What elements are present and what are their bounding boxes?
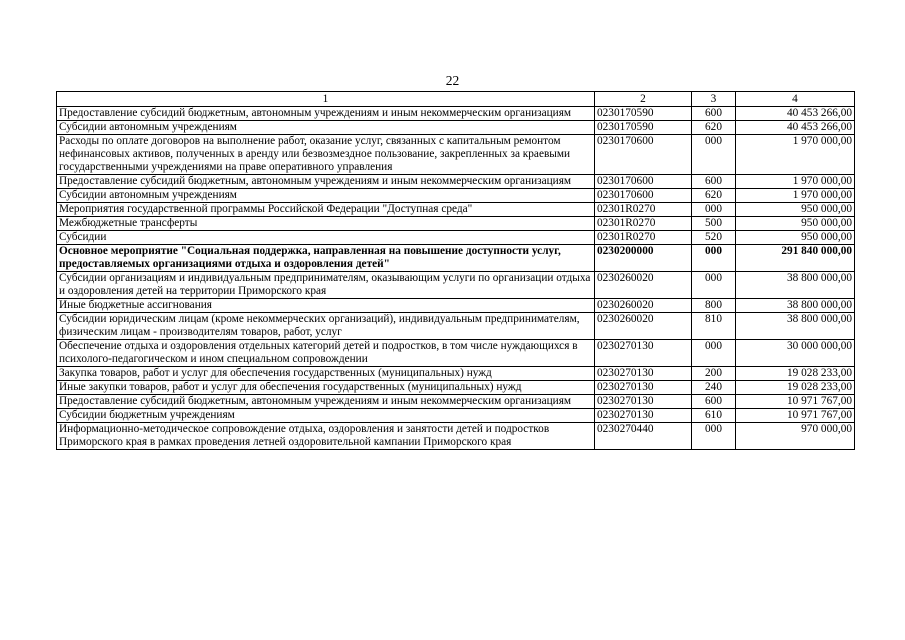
row-name-cell: Основное мероприятие "Социальная поддержка, направленная на повышение доступности услуг, предоставляемых организациями отдыха и оздоровления детей": [57, 245, 595, 272]
row-sum-cell: 19 028 233,00: [736, 367, 855, 381]
row-expense-type-cell: 000: [692, 245, 736, 272]
row-expense-type-cell: 200: [692, 367, 736, 381]
row-sum-cell: 40 453 266,00: [736, 107, 855, 121]
row-sum-cell: 19 028 233,00: [736, 381, 855, 395]
row-sum-cell: 950 000,00: [736, 231, 855, 245]
row-expense-type-cell: 600: [692, 107, 736, 121]
row-name-cell: Мероприятия государственной программы Российской Федерации "Доступная среда": [57, 203, 595, 217]
row-expense-type-cell: 000: [692, 423, 736, 450]
row-name-cell: Информационно-методическое сопровождение отдыха, оздоровления и занятости детей и подростков Приморского края в рамках проведения летней оздоровительной кампании Приморского края: [57, 423, 595, 450]
row-expense-type-cell: 240: [692, 381, 736, 395]
row-code-cell: 02301R0270: [595, 203, 692, 217]
table-row: [57, 203, 855, 217]
table-row: [57, 245, 855, 272]
row-code-cell: 02301R0270: [595, 217, 692, 231]
row-name-cell: Иные закупки товаров, работ и услуг для обеспечения государственных (муниципальных) нужд: [57, 381, 595, 395]
row-name-cell: Субсидии организациям и индивидуальным предпринимателям, оказывающим услуги по организации отдыха и оздоровления детей на территории Приморского края: [57, 272, 595, 299]
table-header-row: [57, 92, 855, 107]
table-row: [57, 395, 855, 409]
table-row: [57, 313, 855, 340]
page-number: 22: [445, 73, 460, 88]
row-code-cell: 0230270130: [595, 367, 692, 381]
row-expense-type-cell: 520: [692, 231, 736, 245]
row-code-cell: 0230170600: [595, 189, 692, 203]
row-expense-type-cell: 000: [692, 203, 736, 217]
row-name-cell: Субсидии автономным учреждениям: [57, 189, 595, 203]
table-row: [57, 107, 855, 121]
row-code-cell: 02301R0270: [595, 231, 692, 245]
row-code-cell: 0230260020: [595, 299, 692, 313]
row-sum-cell: 950 000,00: [736, 217, 855, 231]
table-row: [57, 121, 855, 135]
row-expense-type-cell: 620: [692, 189, 736, 203]
row-expense-type-cell: 620: [692, 121, 736, 135]
table-row: [57, 423, 855, 450]
row-name-cell: Иные бюджетные ассигнования: [57, 299, 595, 313]
row-name-cell: Субсидии юридическим лицам (кроме некоммерческих организаций), индивидуальным предпринимателям, физическим лицам - производителям товаров, работ, услуг: [57, 313, 595, 340]
row-expense-type-cell: 000: [692, 340, 736, 367]
row-name-cell: Предоставление субсидий бюджетным, автономным учреждениям и иным некоммерческим организациям: [57, 107, 595, 121]
row-name-cell: Субсидии бюджетным учреждениям: [57, 409, 595, 423]
table-row: [57, 340, 855, 367]
row-sum-cell: 970 000,00: [736, 423, 855, 450]
row-code-cell: 0230270130: [595, 409, 692, 423]
row-sum-cell: 10 971 767,00: [736, 395, 855, 409]
row-sum-cell: 38 800 000,00: [736, 299, 855, 313]
row-name-cell: Субсидии: [57, 231, 595, 245]
row-sum-cell: 10 971 767,00: [736, 409, 855, 423]
row-name-cell: Обеспечение отдыха и оздоровления отдельных категорий детей и подростков, в том числе нуждающихся в психолого-педагогическом и ином специальном сопровождении: [57, 340, 595, 367]
row-code-cell: 0230170600: [595, 135, 692, 175]
column-header-name: 1: [57, 92, 595, 107]
row-expense-type-cell: 000: [692, 135, 736, 175]
row-name-cell: Расходы по оплате договоров на выполнение работ, оказание услуг, связанных с капитальным ремонтом нефинансовых активов, полученных в аренду или безвозмездное пользование, закрепленных за краевыми государственными учреждениями на праве оперативного управления: [57, 135, 595, 175]
row-code-cell: 0230270130: [595, 340, 692, 367]
table-row: [57, 175, 855, 189]
row-sum-cell: 1 970 000,00: [736, 189, 855, 203]
row-expense-type-cell: 610: [692, 409, 736, 423]
table-row: [57, 135, 855, 175]
row-code-cell: 0230270440: [595, 423, 692, 450]
row-sum-cell: 1 970 000,00: [736, 135, 855, 175]
table-row: [57, 217, 855, 231]
row-name-cell: Предоставление субсидий бюджетным, автономным учреждениям и иным некоммерческим организациям: [57, 395, 595, 409]
table-body: [57, 107, 855, 450]
row-expense-type-cell: 600: [692, 175, 736, 189]
row-expense-type-cell: 000: [692, 272, 736, 299]
row-sum-cell: 38 800 000,00: [736, 272, 855, 299]
budget-table: [56, 91, 855, 450]
row-code-cell: 0230170600: [595, 175, 692, 189]
row-name-cell: Закупка товаров, работ и услуг для обеспечения государственных (муниципальных) нужд: [57, 367, 595, 381]
table-row: [57, 231, 855, 245]
row-sum-cell: 30 000 000,00: [736, 340, 855, 367]
row-expense-type-cell: 810: [692, 313, 736, 340]
row-expense-type-cell: 600: [692, 395, 736, 409]
table-row: [57, 189, 855, 203]
table-row: [57, 409, 855, 423]
row-code-cell: 0230270130: [595, 381, 692, 395]
row-sum-cell: 1 970 000,00: [736, 175, 855, 189]
row-name-cell: Межбюджетные трансферты: [57, 217, 595, 231]
table-row: [57, 299, 855, 313]
row-code-cell: 0230170590: [595, 121, 692, 135]
table-row: [57, 367, 855, 381]
row-sum-cell: 291 840 000,00: [736, 245, 855, 272]
row-name-cell: Субсидии автономным учреждениям: [57, 121, 595, 135]
row-code-cell: 0230170590: [595, 107, 692, 121]
row-expense-type-cell: 500: [692, 217, 736, 231]
row-sum-cell: 40 453 266,00: [736, 121, 855, 135]
row-code-cell: 0230260020: [595, 272, 692, 299]
table-row: [57, 381, 855, 395]
column-header-code: 2: [595, 92, 692, 107]
row-sum-cell: 38 800 000,00: [736, 313, 855, 340]
row-name-cell: Предоставление субсидий бюджетным, автономным учреждениям и иным некоммерческим организациям: [57, 175, 595, 189]
row-expense-type-cell: 800: [692, 299, 736, 313]
row-code-cell: 0230200000: [595, 245, 692, 272]
table-row: [57, 272, 855, 299]
row-sum-cell: 950 000,00: [736, 203, 855, 217]
row-code-cell: 0230260020: [595, 313, 692, 340]
column-header-expense-type: 3: [692, 92, 736, 107]
row-code-cell: 0230270130: [595, 395, 692, 409]
column-header-sum: 4: [736, 92, 855, 107]
